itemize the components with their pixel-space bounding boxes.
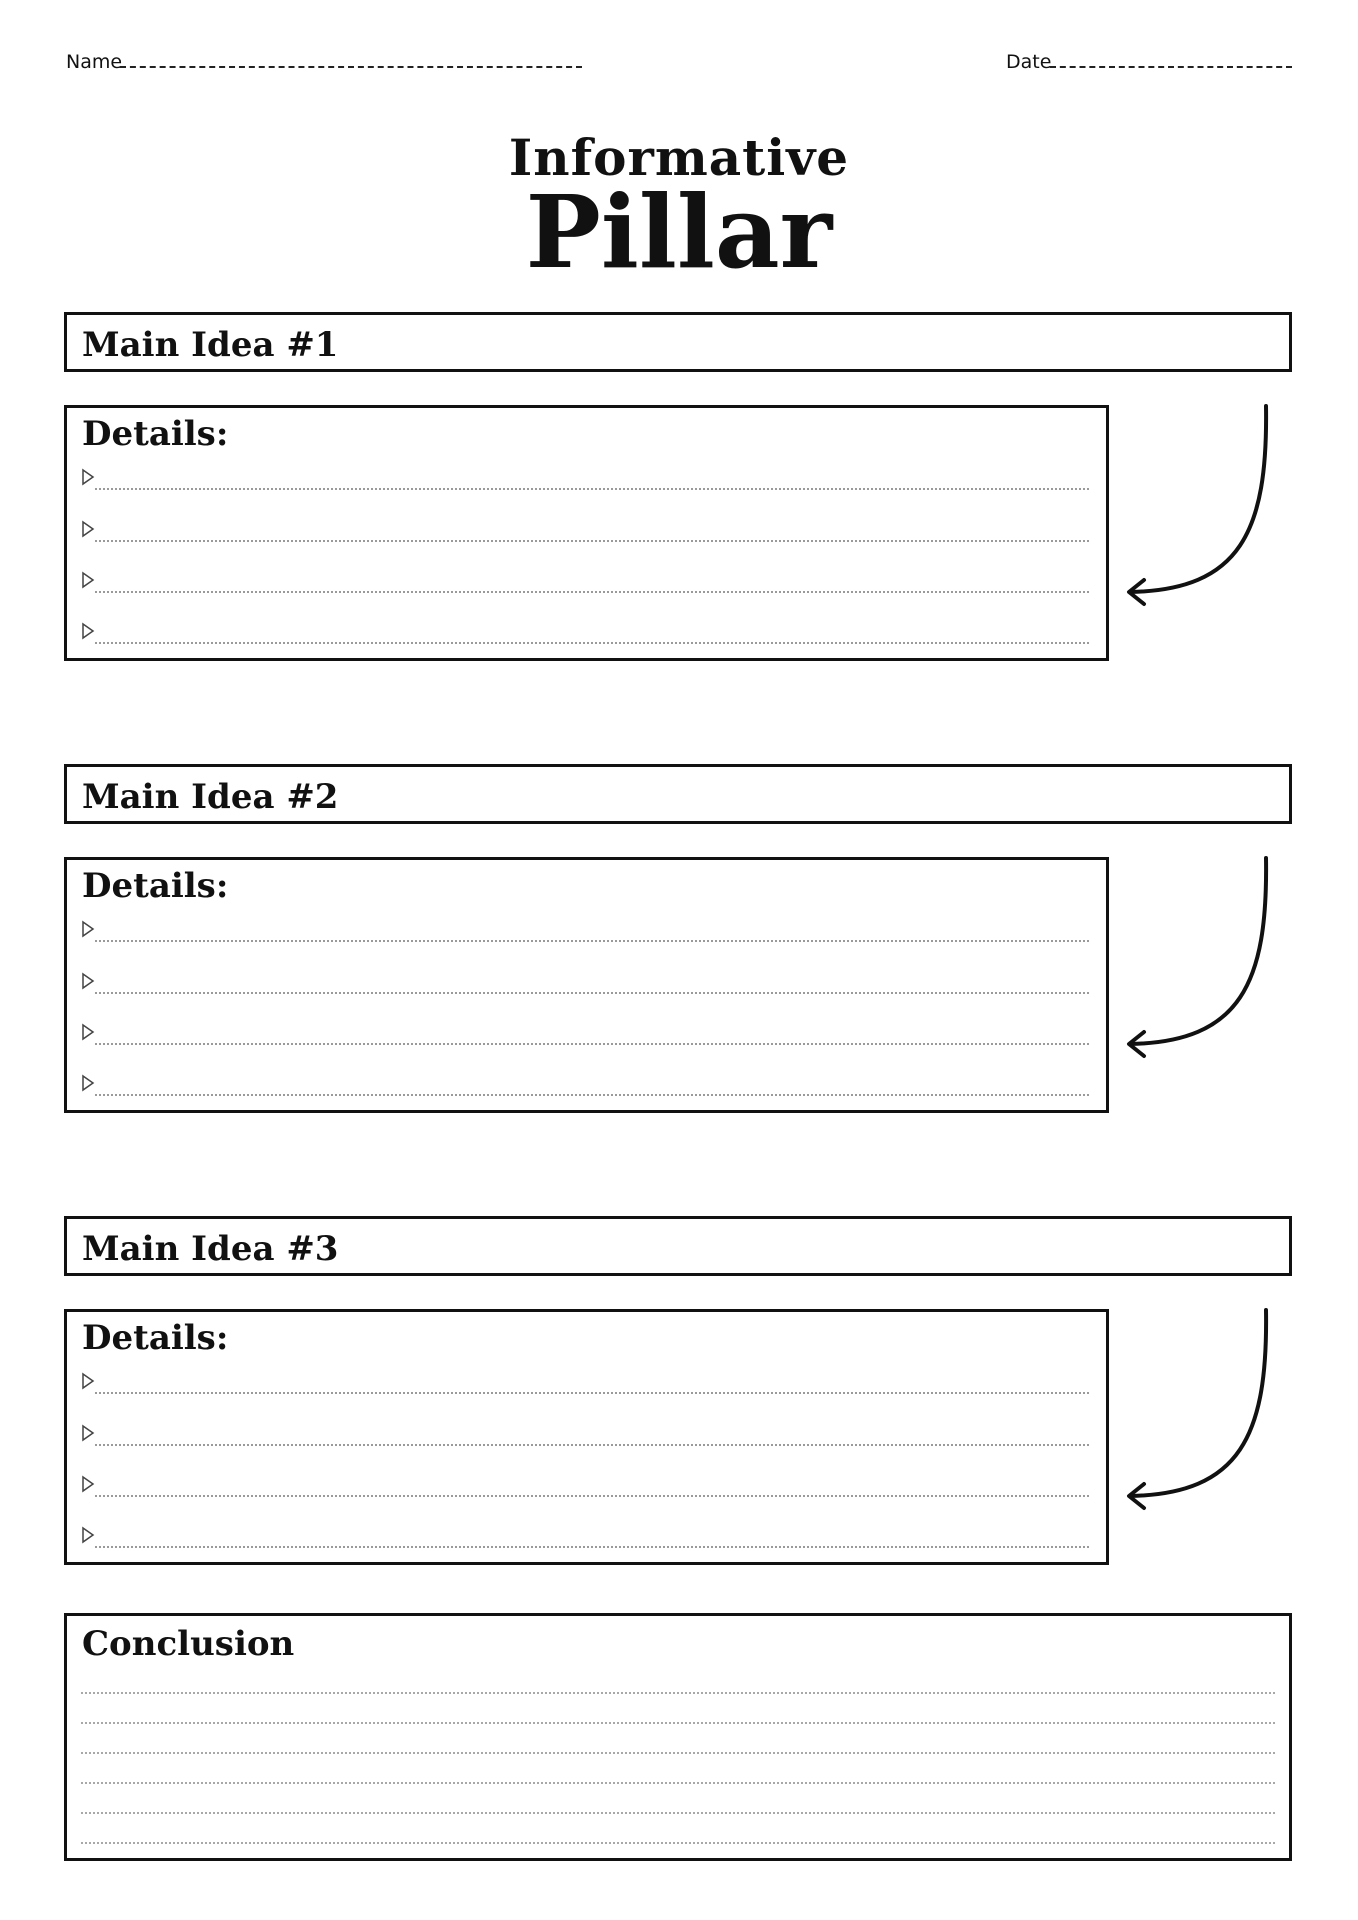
- triangle-bullet-icon: [81, 520, 95, 538]
- triangle-bullet-icon: [81, 1526, 95, 1544]
- details-1-label: Details:: [82, 414, 229, 454]
- date-label: Date: [1006, 51, 1052, 73]
- triangle-bullet-icon: [81, 1424, 95, 1442]
- detail-line[interactable]: [81, 622, 1089, 652]
- triangle-bullet-icon: [81, 622, 95, 640]
- detail-line[interactable]: [81, 1074, 1089, 1104]
- date-field[interactable]: [1050, 66, 1292, 68]
- detail-line[interactable]: [81, 1023, 1089, 1053]
- page-title-pillar: Pillar: [525, 173, 833, 291]
- triangle-bullet-icon: [81, 1023, 95, 1041]
- conclusion-line[interactable]: [81, 1722, 1275, 1724]
- triangle-bullet-icon: [81, 571, 95, 589]
- detail-line[interactable]: [81, 468, 1089, 498]
- detail-line[interactable]: [81, 520, 1089, 550]
- name-label: Name: [66, 51, 123, 73]
- details-3-box[interactable]: [64, 1309, 1109, 1565]
- main-idea-3-label: Main Idea #3: [82, 1229, 339, 1269]
- conclusion-line[interactable]: [81, 1782, 1275, 1784]
- detail-line[interactable]: [81, 571, 1089, 601]
- main-idea-2-label: Main Idea #2: [82, 777, 339, 817]
- conclusion-line[interactable]: [81, 1842, 1275, 1844]
- triangle-bullet-icon: [81, 1475, 95, 1493]
- main-idea-2-box[interactable]: [64, 764, 1292, 824]
- details-3-label: Details:: [82, 1318, 229, 1358]
- conclusion-line[interactable]: [81, 1692, 1275, 1694]
- triangle-bullet-icon: [81, 1372, 95, 1390]
- detail-line[interactable]: [81, 1372, 1089, 1402]
- conclusion-line[interactable]: [81, 1812, 1275, 1814]
- triangle-bullet-icon: [81, 1074, 95, 1092]
- conclusion-box[interactable]: [64, 1613, 1292, 1861]
- details-2-label: Details:: [82, 866, 229, 906]
- detail-line[interactable]: [81, 920, 1089, 950]
- triangle-bullet-icon: [81, 920, 95, 938]
- main-idea-3-box[interactable]: [64, 1216, 1292, 1276]
- detail-line[interactable]: [81, 1424, 1089, 1454]
- detail-line[interactable]: [81, 1526, 1089, 1556]
- triangle-bullet-icon: [81, 468, 95, 486]
- details-1-box[interactable]: [64, 405, 1109, 661]
- curved-arrow-icon: [1120, 1306, 1280, 1516]
- conclusion-label: Conclusion: [82, 1624, 295, 1664]
- curved-arrow-icon: [1120, 854, 1280, 1064]
- curved-arrow-icon: [1120, 402, 1280, 612]
- name-field[interactable]: [120, 66, 582, 68]
- detail-line[interactable]: [81, 972, 1089, 1002]
- conclusion-line[interactable]: [81, 1752, 1275, 1754]
- main-idea-1-label: Main Idea #1: [82, 325, 339, 365]
- details-2-box[interactable]: [64, 857, 1109, 1113]
- page-title-informative: Informative: [508, 128, 850, 187]
- detail-line[interactable]: [81, 1475, 1089, 1505]
- main-idea-1-box[interactable]: [64, 312, 1292, 372]
- triangle-bullet-icon: [81, 972, 95, 990]
